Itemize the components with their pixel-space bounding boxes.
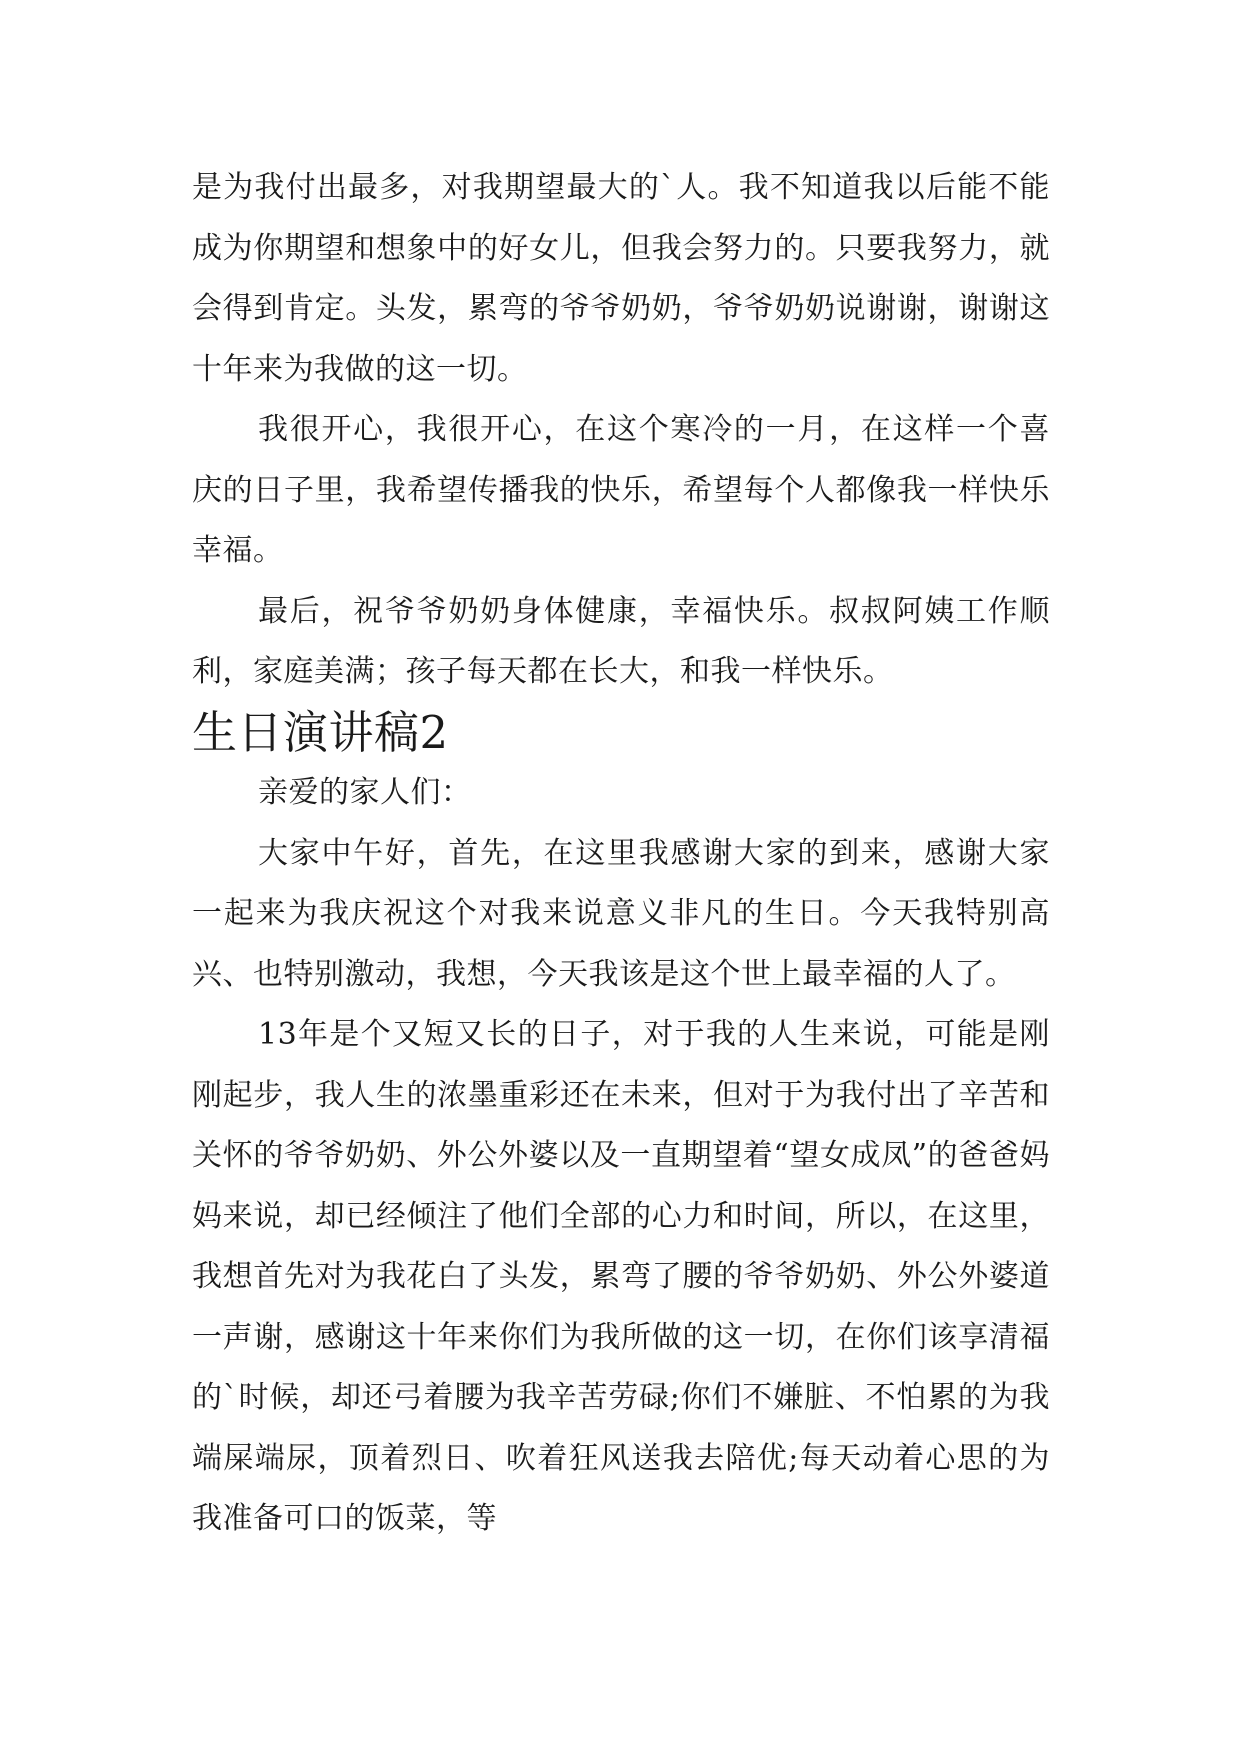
paragraph: 亲爱的家人们： [258, 775, 472, 810]
section-heading: 生日演讲稿2 [192, 705, 449, 759]
paragraph: 最后，祝爷爷奶奶身体健康，幸福快乐。叔叔阿姨工作顺利，家庭美满；孩子每天都在长大，和我一样快乐。 [192, 593, 1050, 689]
paragraph: 13年是个又短又长的日子，对于我的人生来说，可能是刚刚起步，我人生的浓墨重彩还在未来，但对于为我付出了辛苦和关怀的爷爷奶奶、外公外婆以及一直期望着“望女成凤”的爸爸妈妈来说，却已经倾注了他们全部的心力和时间，所以，在这里，我想首先对为我花白了头发，累弯了腰的爷爷奶奶、外公外婆道一声谢，感谢这十年来你们为我所做的这一切，在你们该享清福的`时候，却还弓着腰为我辛苦劳碌;你们不嫌脏、不怕累的为我端屎端尿，顶着烈日、吹着狂风送我去陪优;每天动着心思的为我准备可口的饭菜，等 [192, 1017, 1050, 1536]
paragraph: 是为我付出最多，对我期望最大的`人。我不知道我以后能不能成为你期望和想象中的好女儿，但我会努力的。只要我努力，就会得到肯定。头发，累弯的爷爷奶奶，爷爷奶奶说谢谢，谢谢这十年来为我做的这一切。 [192, 170, 1050, 387]
document-body [192, 158, 1050, 1550]
paragraph: 我很开心，我很开心，在这个寒冷的一月，在这样一个喜庆的日子里，我希望传播我的快乐，希望每个人都像我一样快乐幸福。 [192, 412, 1050, 568]
paragraph: 大家中午好，首先，在这里我感谢大家的到来，感谢大家一起来为我庆祝这个对我来说意义非凡的生日。今天我特别高兴、也特别激动，我想，今天我该是这个世上最幸福的人了。 [192, 835, 1050, 992]
